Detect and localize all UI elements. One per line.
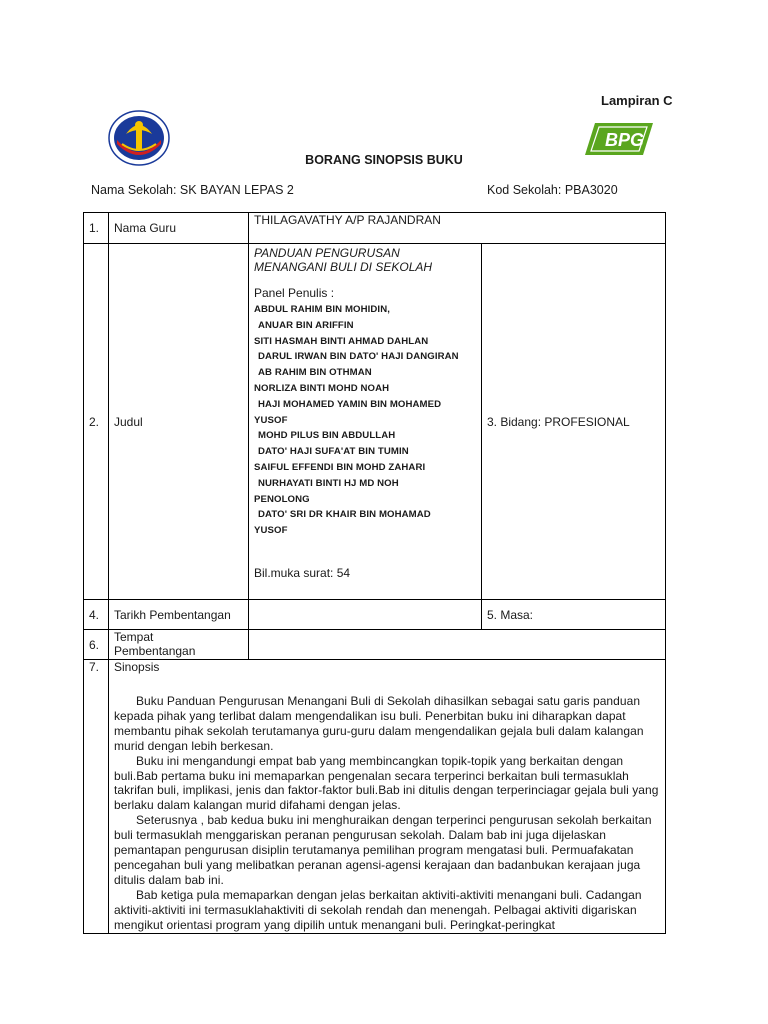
bpg-logo-text: BPG bbox=[605, 130, 645, 150]
label-tempat-pembentangan bbox=[109, 630, 249, 660]
sinopsis-content bbox=[109, 660, 666, 934]
author-item: YUSOF bbox=[254, 414, 288, 426]
value-tarikh-pembentangan bbox=[249, 600, 482, 630]
author-item: NURHAYATI BINTI HJ MD NOH bbox=[258, 477, 399, 489]
author-item: SAIFUL EFFENDI BIN MOHD ZAHARI bbox=[254, 461, 426, 473]
sinopsis-paragraph: Seterusnya , bab kedua buku ini menghuraikan dengan terperinci pengurusan sekolah berkaitan buli termasuklah menggariskan peranan pengurusan sekolah. Dalam bab ini juga dijelaskan pemantapan pengurusan disiplin terutamanya pemilihan program mengatasi buli. Permuafakatan pencegahan buli yang melibatkan peranan agensi-agensi kerajaan dan badanbukan kerajaan juga ditulis dalam bab ini. bbox=[114, 813, 652, 887]
form-title: BORANG SINOPSIS BUKU bbox=[305, 153, 463, 167]
author-item: MOHD PILUS BIN ABDULLAH bbox=[258, 430, 396, 442]
author-item: SITI HASMAH BINTI AHMAD DAHLAN bbox=[254, 335, 429, 347]
kod-sekolah: Kod Sekolah: PBA3020 bbox=[487, 183, 618, 197]
book-title bbox=[254, 244, 476, 274]
label-line: Tempat bbox=[114, 630, 154, 644]
row-judul bbox=[84, 244, 666, 600]
value-tempat-pembentangan bbox=[249, 630, 666, 660]
row-tarikh bbox=[84, 600, 666, 630]
author-item: HAJI MOHAMED YAMIN BIN MOHAMED bbox=[258, 398, 442, 410]
synopsis-form-table bbox=[83, 212, 666, 934]
bidang: 3. Bidang: PROFESIONAL bbox=[482, 244, 666, 600]
bil-muka-surat: Bil.muka surat: 54 bbox=[254, 565, 351, 580]
book-title-line: MENANGANI BULI DI SEKOLAH bbox=[254, 260, 433, 274]
author-item: DARUL IRWAN BIN DATO' HAJI DANGIRAN bbox=[258, 351, 459, 363]
sinopsis-label: Sinopsis bbox=[114, 660, 160, 674]
row-number: 7. bbox=[84, 660, 109, 934]
row-number: 1. bbox=[84, 213, 109, 244]
label-judul: Judul bbox=[109, 244, 249, 600]
book-title-line: PANDUAN PENGURUSAN bbox=[254, 246, 400, 260]
label-nama-guru: Nama Guru bbox=[109, 213, 249, 244]
author-item: ANUAR BIN ARIFFIN bbox=[258, 319, 354, 331]
nama-sekolah: Nama Sekolah: SK BAYAN LEPAS 2 bbox=[91, 183, 294, 197]
author-item: NORLIZA BINTI MOHD NOAH bbox=[254, 382, 390, 394]
row-number: 6. bbox=[84, 630, 109, 660]
lampiran-label: Lampiran C bbox=[601, 93, 673, 108]
label-tarikh-pembentangan: Tarikh Pembentangan bbox=[109, 600, 249, 630]
label-line: Pembentangan bbox=[114, 644, 196, 658]
author-item: ABDUL RAHIM BIN MOHIDIN, bbox=[254, 304, 390, 315]
row-tempat bbox=[84, 630, 666, 660]
sinopsis-paragraph: Buku Panduan Pengurusan Menangani Buli di Sekolah dihasilkan sebagai satu garis panduan kepada pihak yang terlibat dalam mengendalikan isu buli. Penerbitan buku ini diharapkan dapat membantu pihak sekolah terutamanya guru-guru dalam mengendalikan gejala buli dalam kalangan murid dengan lebih berkesan. bbox=[114, 694, 644, 753]
row-number: 2. bbox=[84, 244, 109, 600]
value-nama-guru bbox=[249, 213, 666, 244]
row-sinopsis bbox=[84, 660, 666, 934]
panel-penulis-label: Panel Penulis : bbox=[254, 286, 335, 300]
judul-content bbox=[249, 244, 482, 600]
masa: 5. Masa: bbox=[482, 600, 666, 630]
row-nama-guru bbox=[84, 213, 666, 244]
author-item: YUSOF bbox=[254, 525, 288, 537]
author-list bbox=[254, 302, 476, 539]
teacher-name: THILAGAVATHY A/P RAJANDRAN bbox=[254, 213, 441, 227]
bpg-logo bbox=[585, 121, 653, 157]
sinopsis-paragraph: Buku ini mengandungi empat bab yang membincangkan topik-topik yang berkaitan dengan buli.Bab pertama buku ini memaparkan pengenalan secara terperinci berkaitan buli termasuklah takrifan buli, implikasi, jenis dan faktor-faktor buli.Bab ini ditulis dengan terperinciagar gejala buli yang berlaku dalam kalangan murid difahami dengan jelas. bbox=[114, 753, 659, 813]
sinopsis-text bbox=[114, 694, 660, 933]
author-item: AB RAHIM BIN OTHMAN bbox=[258, 367, 372, 379]
row-number: 4. bbox=[84, 600, 109, 630]
author-item: PENOLONG bbox=[254, 493, 310, 505]
author-item: DATO' SRI DR KHAIR BIN MOHAMAD bbox=[258, 509, 431, 521]
sinopsis-paragraph: Bab ketiga pula memaparkan dengan jelas berkaitan aktiviti-aktiviti menangani buli. Cadangan aktiviti-aktiviti ini termasuklahaktiviti di sekolah rendah dan menengah. Pelbagai aktiviti digariskan mengikut orientasi program yang dipilih untuk menangani buli. Peringkat-peringkat bbox=[114, 887, 642, 932]
author-item: DATO' HAJI SUFA'AT BIN TUMIN bbox=[258, 446, 409, 458]
